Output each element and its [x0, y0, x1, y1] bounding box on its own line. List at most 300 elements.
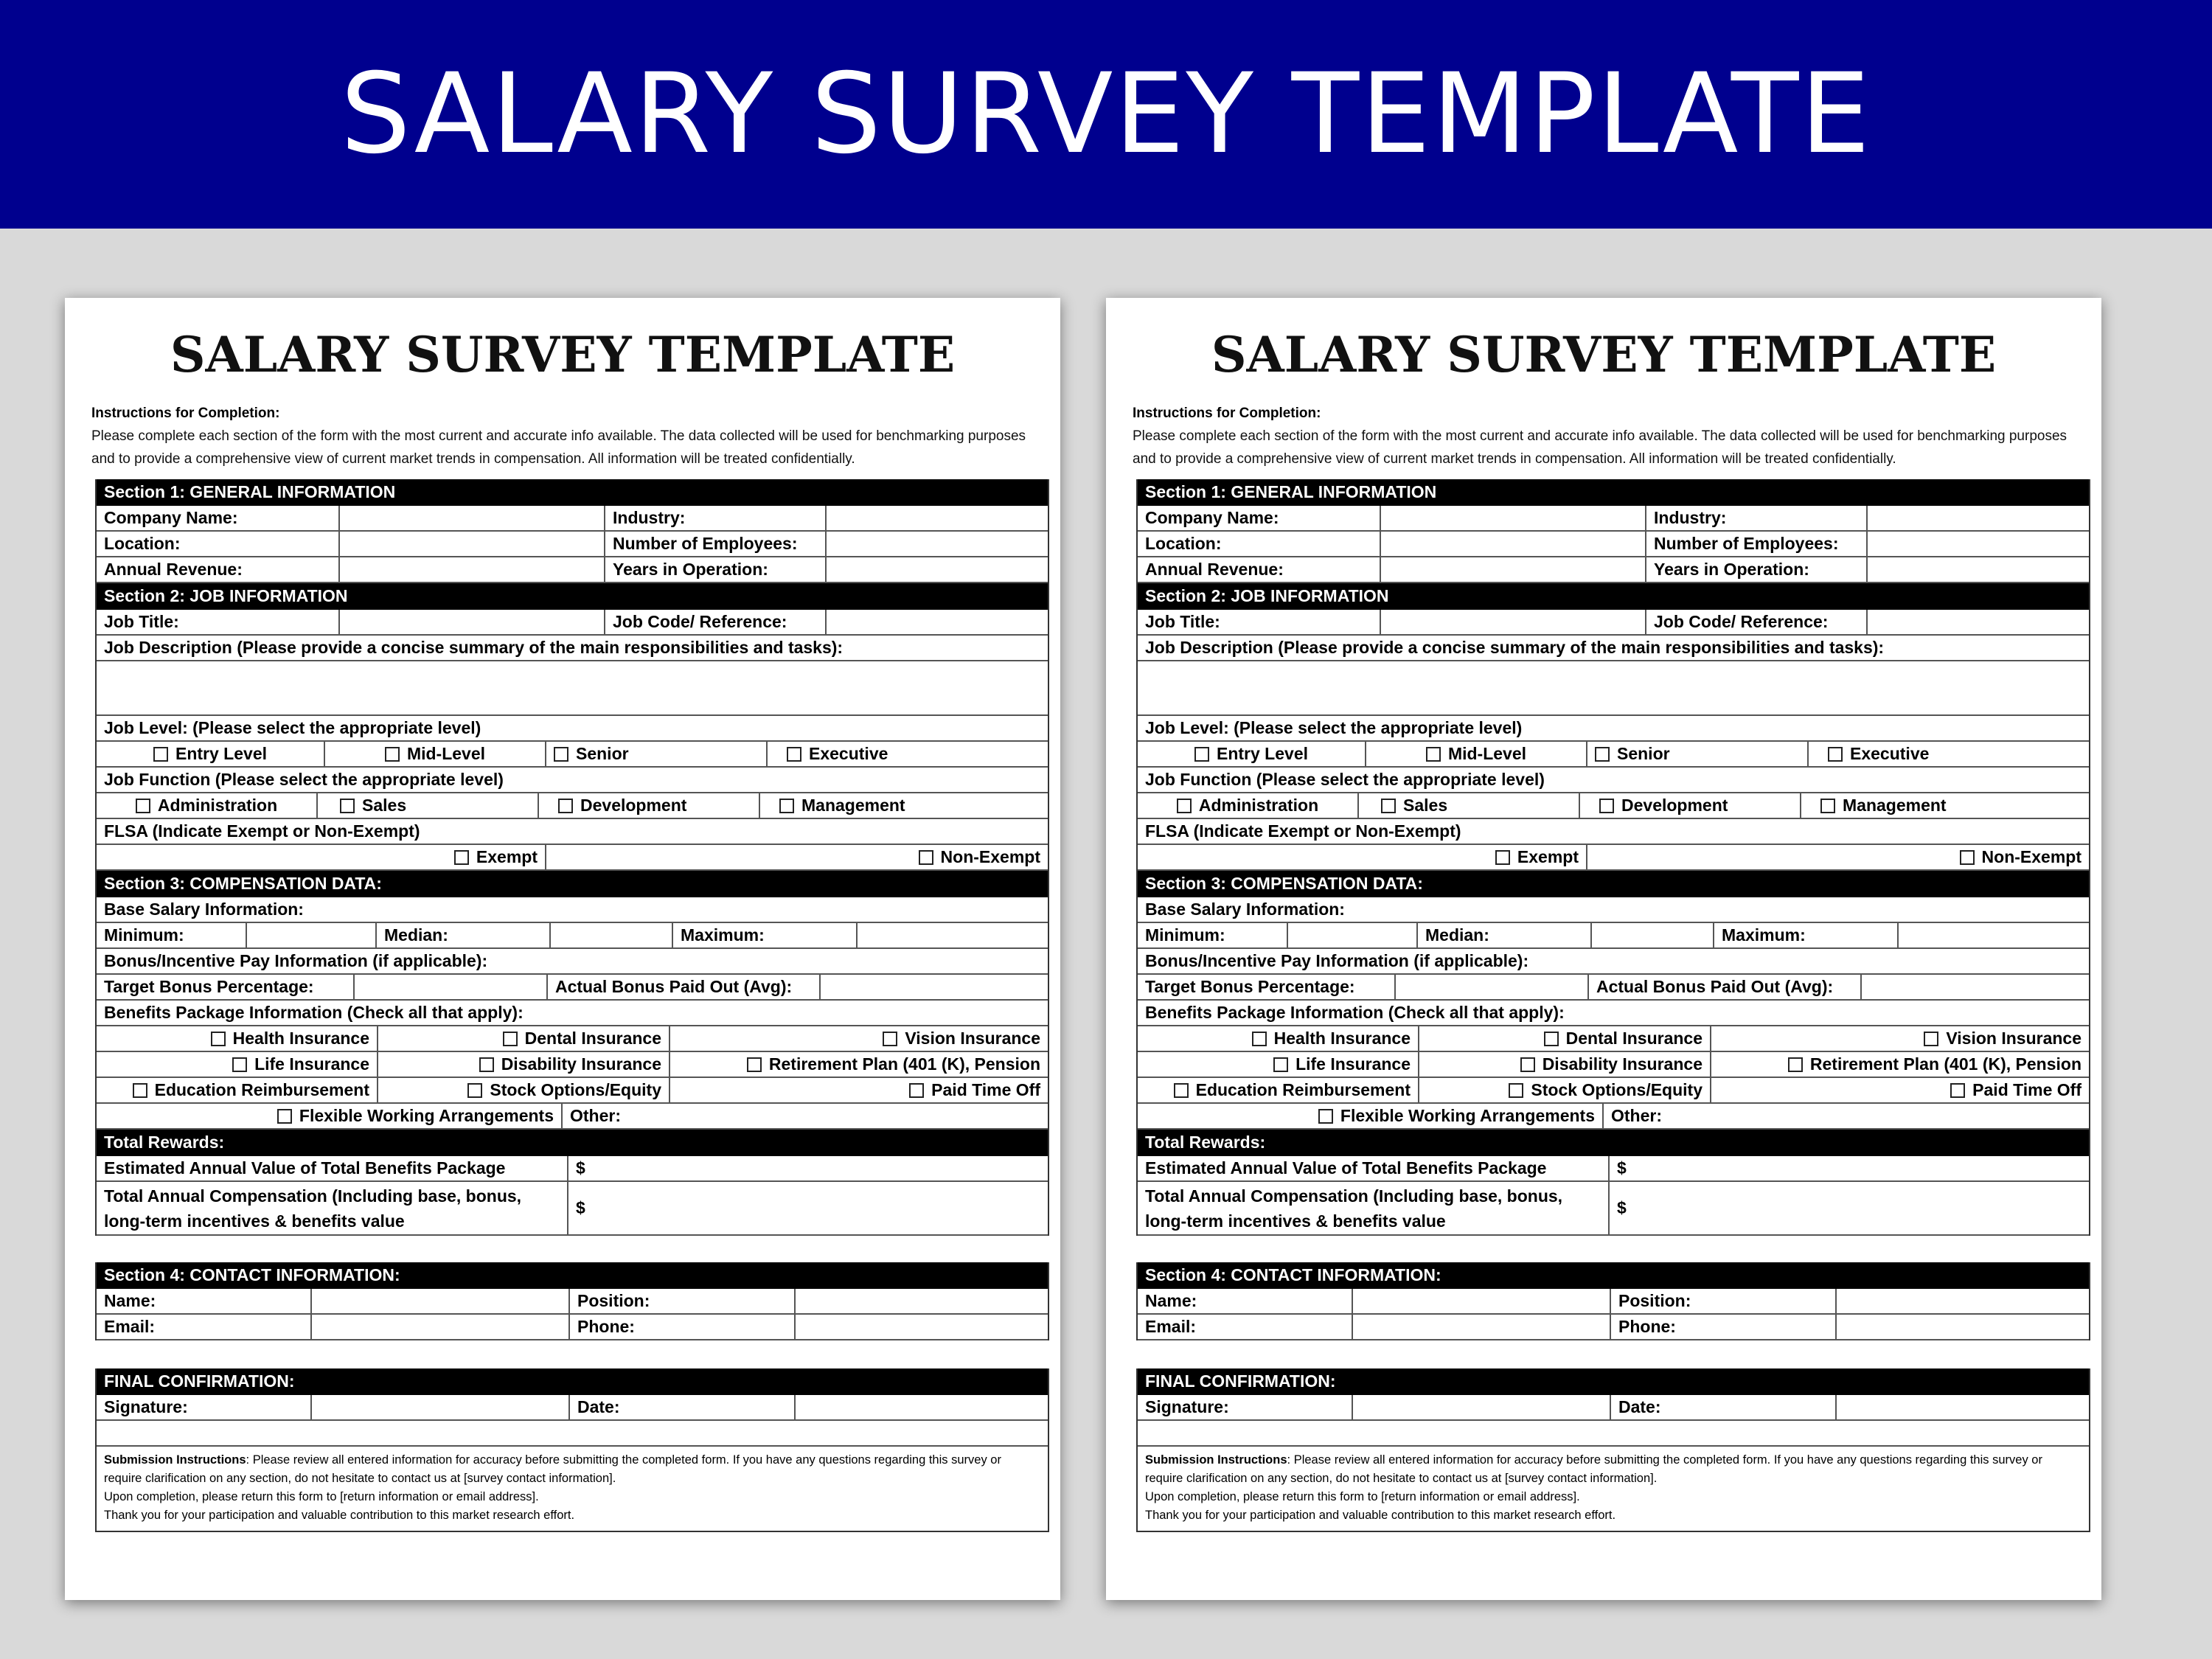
- job-function-options: [1138, 793, 2089, 819]
- submission-thanks: Thank you for your participation and valuable contribution to this market research effort.: [104, 1509, 575, 1522]
- option-education-reimbursement[interactable]: [97, 1078, 378, 1102]
- option-health-insurance[interactable]: [97, 1026, 378, 1051]
- benefits-options-row-3: [1138, 1078, 2089, 1104]
- num-employees-field[interactable]: [1868, 532, 2089, 556]
- option-label: Paid Time Off: [931, 1080, 1040, 1099]
- option-stock-options[interactable]: [378, 1078, 670, 1102]
- form-row: [1138, 819, 2089, 845]
- document-page-left: [65, 298, 1060, 1600]
- benefits-options-row-1: [1138, 1026, 2089, 1052]
- form-row: [97, 557, 1048, 583]
- option-paid-time-off[interactable]: [670, 1078, 1048, 1102]
- target-bonus-label: Target Bonus Percentage:: [97, 975, 355, 999]
- checkbox-icon[interactable]: [136, 799, 150, 813]
- median-label: Median:: [1418, 923, 1592, 947]
- job-title-field[interactable]: [1381, 610, 1646, 634]
- option-dental-insurance[interactable]: [378, 1026, 670, 1051]
- section-1-header: [1138, 479, 2089, 506]
- document-title: SALARY SURVEY TEMPLATE: [1211, 326, 1997, 383]
- job-code-label: Job Code/ Reference:: [605, 610, 827, 634]
- benefits-options-row-2: [1138, 1052, 2089, 1078]
- checkbox-icon[interactable]: [1509, 1083, 1523, 1098]
- checkbox-icon[interactable]: [1595, 747, 1610, 762]
- form-row: [97, 1395, 1048, 1421]
- job-level-label: Job Level: (Please select the appropriate level): [1145, 718, 1523, 737]
- submission-text: : Please review all entered information for accuracy before submitting the completed form. If you have any questions regarding this survey or require clarification on any section, do not hesitate to contact us at [survey contact information].: [104, 1453, 1001, 1485]
- company-name-field[interactable]: [1381, 506, 1646, 530]
- annual-revenue-field[interactable]: [1381, 557, 1646, 582]
- email-field[interactable]: [1353, 1315, 1611, 1339]
- form-row: [97, 1001, 1048, 1026]
- instructions-heading: Instructions for Completion:: [91, 406, 280, 421]
- checkbox-icon[interactable]: [1820, 799, 1835, 813]
- total-comp-field[interactable]: [568, 1182, 1048, 1234]
- other-benefits-field[interactable]: [563, 1104, 1048, 1128]
- blank-row: [1138, 1421, 2089, 1447]
- final-confirmation-header: [1138, 1368, 2089, 1395]
- name-label: Name:: [1138, 1289, 1353, 1313]
- job-code-label: Job Code/ Reference:: [1646, 610, 1868, 634]
- form-row: [1138, 1182, 2089, 1236]
- location-field[interactable]: [340, 532, 605, 556]
- submission-return: Upon completion, please return this form to [return information or email address].: [104, 1490, 539, 1503]
- form-row: [1138, 1315, 2089, 1340]
- signature-field[interactable]: [312, 1395, 570, 1419]
- checkbox-icon[interactable]: [1177, 799, 1192, 813]
- option-label: Disability Insurance: [501, 1054, 661, 1074]
- actual-bonus-field[interactable]: [821, 975, 1048, 999]
- option-vision-insurance[interactable]: [1711, 1026, 2089, 1051]
- option-label: Mid-Level: [406, 744, 486, 763]
- email-field[interactable]: [312, 1315, 570, 1339]
- form-row: [1138, 610, 2089, 636]
- form-row: [97, 819, 1048, 845]
- date-label: Date:: [570, 1395, 796, 1419]
- form-row: [1138, 1395, 2089, 1421]
- checkbox-icon[interactable]: [1273, 1057, 1288, 1072]
- benefits-options-row-3: [97, 1078, 1048, 1104]
- option-disability-insurance[interactable]: [1419, 1052, 1711, 1077]
- checkbox-icon[interactable]: [1495, 850, 1510, 865]
- final-confirmation-title: FINAL CONFIRMATION:: [1145, 1371, 1336, 1391]
- option-label: Dental Insurance: [1565, 1029, 1703, 1048]
- flsa-label: FLSA (Indicate Exempt or Non-Exempt): [104, 821, 420, 841]
- submission-instructions: [97, 1447, 1048, 1532]
- form-row: [1138, 975, 2089, 1001]
- option-disability-insurance[interactable]: [378, 1052, 670, 1077]
- section-4-header: [97, 1262, 1048, 1289]
- option-development[interactable]: [539, 793, 760, 818]
- position-field[interactable]: [796, 1289, 1048, 1313]
- option-management[interactable]: [760, 793, 1048, 818]
- option-sales[interactable]: [1359, 793, 1580, 818]
- form-row: [97, 897, 1048, 923]
- signature-label: Signature:: [97, 1395, 312, 1419]
- section-1-title: Section 1: GENERAL INFORMATION: [104, 481, 396, 501]
- phone-field[interactable]: [796, 1315, 1048, 1339]
- option-entry-level[interactable]: [97, 742, 325, 766]
- est-benefits-value-field[interactable]: [1610, 1156, 2089, 1180]
- other-label: Other:: [1611, 1106, 1662, 1125]
- checkbox-icon[interactable]: [454, 850, 469, 865]
- minimum-field[interactable]: [247, 923, 377, 947]
- job-function-options: [97, 793, 1048, 819]
- option-retirement-plan[interactable]: [670, 1052, 1048, 1077]
- job-description-label: Job Description (Please provide a concise summary of the main responsibilities and tasks):: [1145, 638, 1885, 657]
- checkbox-icon[interactable]: [1252, 1032, 1267, 1046]
- checkbox-icon[interactable]: [1788, 1057, 1803, 1072]
- industry-label: Industry:: [605, 506, 827, 530]
- checkbox-icon[interactable]: [1381, 799, 1396, 813]
- checkbox-icon[interactable]: [909, 1083, 924, 1098]
- form-row: [97, 636, 1048, 661]
- option-label: Retirement Plan (401 (K), Pension: [768, 1054, 1040, 1074]
- total-comp-label: Total Annual Compensation (Including base, bonus, long-term incentives & benefits value: [97, 1182, 568, 1234]
- option-life-insurance[interactable]: [97, 1052, 378, 1077]
- contact-form: [95, 1262, 1049, 1340]
- option-mid-level[interactable]: [1366, 742, 1587, 766]
- benefits-options-row-2: [97, 1052, 1048, 1078]
- option-label: Administration: [1198, 796, 1319, 815]
- total-rewards-title: Total Rewards:: [104, 1132, 225, 1152]
- maximum-field[interactable]: [1899, 923, 2089, 947]
- section-4-title: Section 4: CONTACT INFORMATION:: [104, 1265, 400, 1284]
- job-description-field[interactable]: [97, 661, 1048, 716]
- minimum-label: Minimum:: [97, 923, 247, 947]
- flsa-options: [1138, 845, 2089, 871]
- checkbox-icon[interactable]: [385, 747, 400, 762]
- option-stock-options[interactable]: [1419, 1078, 1711, 1102]
- job-level-label: Job Level: (Please select the appropriate level): [104, 718, 481, 737]
- form-row: [1138, 716, 2089, 742]
- checkbox-icon[interactable]: [503, 1032, 518, 1046]
- section-3-title: Section 3: COMPENSATION DATA:: [104, 873, 382, 893]
- option-development[interactable]: [1580, 793, 1801, 818]
- checkbox-icon[interactable]: [211, 1032, 226, 1046]
- option-label: Life Insurance: [254, 1054, 369, 1074]
- flsa-options: [97, 845, 1048, 871]
- option-label: Education Reimbursement: [1195, 1080, 1411, 1099]
- job-title-label: Job Title:: [97, 610, 340, 634]
- option-entry-level[interactable]: [1138, 742, 1366, 766]
- phone-label: Phone:: [570, 1315, 796, 1339]
- job-description-label: Job Description (Please provide a concise summary of the main responsibilities and tasks):: [104, 638, 844, 657]
- section-1-title: Section 1: GENERAL INFORMATION: [1145, 481, 1437, 501]
- form-row: [97, 975, 1048, 1001]
- base-salary-label: Base Salary Information:: [104, 900, 304, 919]
- name-field[interactable]: [312, 1289, 570, 1313]
- option-label: Health Insurance: [232, 1029, 369, 1048]
- years-operation-field[interactable]: [827, 557, 1048, 582]
- dollar-sign: $: [576, 1198, 585, 1217]
- option-vision-insurance[interactable]: [670, 1026, 1048, 1051]
- form-row: [1138, 506, 2089, 532]
- option-exempt[interactable]: [97, 845, 546, 869]
- option-label: Paid Time Off: [1972, 1080, 2081, 1099]
- date-field[interactable]: [796, 1395, 1048, 1419]
- job-code-field[interactable]: [827, 610, 1048, 634]
- median-field[interactable]: [1592, 923, 1714, 947]
- bonus-info-label: Bonus/Incentive Pay Information (if applicable):: [1145, 951, 1529, 970]
- total-rewards-header: [1138, 1130, 2089, 1156]
- option-label: Retirement Plan (401 (K), Pension: [1809, 1054, 2081, 1074]
- option-education-reimbursement[interactable]: [1138, 1078, 1419, 1102]
- section-3-header: [97, 871, 1048, 897]
- section-spacer: [1135, 1340, 2089, 1368]
- signature-label: Signature:: [1138, 1395, 1353, 1419]
- section-1-header: [97, 479, 1048, 506]
- option-administration[interactable]: [97, 793, 318, 818]
- flsa-label: FLSA (Indicate Exempt or Non-Exempt): [1145, 821, 1461, 841]
- maximum-field[interactable]: [858, 923, 1048, 947]
- option-label: Development: [580, 796, 687, 815]
- total-comp-field[interactable]: [1610, 1182, 2089, 1234]
- minimum-field[interactable]: [1288, 923, 1418, 947]
- option-label: Non-Exempt: [940, 847, 1040, 866]
- form-row: [1138, 1289, 2089, 1315]
- benefits-label: Benefits Package Information (Check all that apply):: [104, 1003, 524, 1022]
- section-4-title: Section 4: CONTACT INFORMATION:: [1145, 1265, 1441, 1284]
- form-row: [1138, 897, 2089, 923]
- option-label: Management: [801, 796, 905, 815]
- dollar-sign: $: [1617, 1198, 1627, 1217]
- bonus-info-label: Bonus/Incentive Pay Information (if applicable):: [104, 951, 488, 970]
- total-comp-label: Total Annual Compensation (Including base, bonus, long-term incentives & benefits value: [1138, 1182, 1610, 1234]
- target-bonus-field[interactable]: [355, 975, 548, 999]
- option-label: Senior: [1617, 744, 1670, 763]
- checkbox-icon[interactable]: [1520, 1057, 1535, 1072]
- section-2-header: [1138, 583, 2089, 610]
- checkbox-icon[interactable]: [467, 1083, 482, 1098]
- submission-return: Upon completion, please return this form to [return information or email address].: [1145, 1490, 1580, 1503]
- section-2-title: Section 2: JOB INFORMATION: [1145, 585, 1389, 605]
- option-label: Management: [1843, 796, 1947, 815]
- option-management[interactable]: [1801, 793, 2089, 818]
- form-row: [97, 1289, 1048, 1315]
- checkbox-icon[interactable]: [277, 1109, 292, 1124]
- option-executive[interactable]: [1809, 742, 2089, 766]
- company-name-label: Company Name:: [97, 506, 340, 530]
- job-title-field[interactable]: [340, 610, 605, 634]
- date-field[interactable]: [1837, 1395, 2089, 1419]
- option-label: Senior: [576, 744, 629, 763]
- company-name-field[interactable]: [340, 506, 605, 530]
- option-label: Exempt: [1517, 847, 1579, 866]
- option-label: Disability Insurance: [1542, 1054, 1703, 1074]
- form-row: [1138, 949, 2089, 975]
- checkbox-icon[interactable]: [1828, 747, 1843, 762]
- actual-bonus-label: Actual Bonus Paid Out (Avg):: [1589, 975, 1862, 999]
- form-row: [97, 1315, 1048, 1340]
- actual-bonus-field[interactable]: [1862, 975, 2089, 999]
- checkbox-icon[interactable]: [1950, 1083, 1965, 1098]
- maximum-label: Maximum:: [1714, 923, 1899, 947]
- benefits-options-row-1: [97, 1026, 1048, 1052]
- target-bonus-field[interactable]: [1396, 975, 1589, 999]
- num-employees-field[interactable]: [827, 532, 1048, 556]
- banner: [0, 0, 2212, 229]
- target-bonus-label: Target Bonus Percentage:: [1138, 975, 1396, 999]
- job-function-label: Job Function (Please select the appropriate level): [1145, 770, 1545, 789]
- option-label: Life Insurance: [1295, 1054, 1411, 1074]
- checkbox-icon[interactable]: [1960, 850, 1975, 865]
- checkbox-icon[interactable]: [1174, 1083, 1189, 1098]
- num-employees-label: Number of Employees:: [1646, 532, 1868, 556]
- form-row: [1138, 636, 2089, 661]
- final-confirmation-title: FINAL CONFIRMATION:: [104, 1371, 295, 1391]
- checkbox-icon[interactable]: [340, 799, 355, 813]
- signature-field[interactable]: [1353, 1395, 1611, 1419]
- benefits-options-row-4: [97, 1104, 1048, 1130]
- option-executive[interactable]: [768, 742, 1048, 766]
- option-paid-time-off[interactable]: [1711, 1078, 2089, 1102]
- option-life-insurance[interactable]: [1138, 1052, 1419, 1077]
- checkbox-icon[interactable]: [554, 747, 568, 762]
- option-dental-insurance[interactable]: [1419, 1026, 1711, 1051]
- option-label: Executive: [1850, 744, 1930, 763]
- form-row: [97, 1182, 1048, 1236]
- option-label: Flexible Working Arrangements: [1340, 1106, 1595, 1125]
- years-operation-label: Years in Operation:: [1646, 557, 1868, 582]
- name-field[interactable]: [1353, 1289, 1611, 1313]
- option-label: Stock Options/Equity: [490, 1080, 661, 1099]
- industry-field[interactable]: [827, 506, 1048, 530]
- phone-label: Phone:: [1611, 1315, 1837, 1339]
- dollar-sign: $: [1617, 1158, 1627, 1178]
- checkbox-icon[interactable]: [787, 747, 801, 762]
- option-mid-level[interactable]: [325, 742, 546, 766]
- position-field[interactable]: [1837, 1289, 2089, 1313]
- checkbox-icon[interactable]: [883, 1032, 897, 1046]
- minimum-label: Minimum:: [1138, 923, 1288, 947]
- position-label: Position:: [1611, 1289, 1837, 1313]
- option-label: Dental Insurance: [524, 1029, 661, 1048]
- checkbox-icon[interactable]: [1194, 747, 1209, 762]
- submission-label: Submission Instructions: [104, 1453, 246, 1467]
- maximum-label: Maximum:: [673, 923, 858, 947]
- submission-instructions: [1138, 1447, 2089, 1532]
- confirmation-form: [95, 1368, 1049, 1532]
- option-flexible-working[interactable]: [1138, 1104, 1604, 1128]
- location-label: Location:: [97, 532, 340, 556]
- section-4-header: [1138, 1262, 2089, 1289]
- form-row: [97, 768, 1048, 793]
- job-description-field[interactable]: [1138, 661, 2089, 716]
- checkbox-icon[interactable]: [1924, 1032, 1938, 1046]
- years-operation-label: Years in Operation:: [605, 557, 827, 582]
- option-senior[interactable]: [1587, 742, 1809, 766]
- option-label: Vision Insurance: [1946, 1029, 2081, 1048]
- option-sales[interactable]: [318, 793, 539, 818]
- option-label: Development: [1621, 796, 1728, 815]
- other-benefits-field[interactable]: [1604, 1104, 2089, 1128]
- form-row: [1138, 1156, 2089, 1182]
- checkbox-icon[interactable]: [133, 1083, 147, 1098]
- total-rewards-header: [97, 1130, 1048, 1156]
- section-2-title: Section 2: JOB INFORMATION: [104, 585, 348, 605]
- annual-revenue-field[interactable]: [340, 557, 605, 582]
- company-name-label: Company Name:: [1138, 506, 1381, 530]
- job-code-field[interactable]: [1868, 610, 2089, 634]
- phone-field[interactable]: [1837, 1315, 2089, 1339]
- industry-label: Industry:: [1646, 506, 1868, 530]
- email-label: Email:: [97, 1315, 312, 1339]
- checkbox-icon[interactable]: [1599, 799, 1614, 813]
- option-label: Administration: [157, 796, 278, 815]
- checkbox-icon[interactable]: [919, 850, 933, 865]
- option-senior[interactable]: [546, 742, 768, 766]
- name-label: Name:: [97, 1289, 312, 1313]
- total-rewards-title: Total Rewards:: [1145, 1132, 1266, 1152]
- checkbox-icon[interactable]: [1426, 747, 1441, 762]
- date-label: Date:: [1611, 1395, 1837, 1419]
- job-title-label: Job Title:: [1138, 610, 1381, 634]
- median-field[interactable]: [551, 923, 673, 947]
- option-flexible-working[interactable]: [97, 1104, 563, 1128]
- checkbox-icon[interactable]: [747, 1057, 762, 1072]
- section-3-header: [1138, 871, 2089, 897]
- form-row: [97, 1156, 1048, 1182]
- form-row: [97, 716, 1048, 742]
- form-row: [1138, 557, 2089, 583]
- checkbox-icon[interactable]: [558, 799, 573, 813]
- option-retirement-plan[interactable]: [1711, 1052, 2089, 1077]
- option-non-exempt[interactable]: [546, 845, 1048, 869]
- est-benefits-value-field[interactable]: [568, 1156, 1048, 1180]
- option-non-exempt[interactable]: [1587, 845, 2089, 869]
- final-confirmation-header: [97, 1368, 1048, 1395]
- survey-form: [1136, 479, 2090, 1236]
- submission-text: : Please review all entered information for accuracy before submitting the completed form. If you have any questions regarding this survey or require clarification on any section, do not hesitate to contact us at [survey contact information].: [1145, 1453, 2042, 1485]
- checkbox-icon[interactable]: [479, 1057, 494, 1072]
- job-level-options: [97, 742, 1048, 768]
- checkbox-icon[interactable]: [1318, 1109, 1333, 1124]
- median-label: Median:: [377, 923, 551, 947]
- est-benefits-value-label: Estimated Annual Value of Total Benefits Package: [97, 1156, 568, 1180]
- est-benefits-value-label: Estimated Annual Value of Total Benefits Package: [1138, 1156, 1610, 1180]
- job-function-label: Job Function (Please select the appropriate level): [104, 770, 504, 789]
- industry-field[interactable]: [1868, 506, 2089, 530]
- form-row: [1138, 532, 2089, 557]
- email-label: Email:: [1138, 1315, 1353, 1339]
- contact-form: [1136, 1262, 2090, 1340]
- form-row: [97, 610, 1048, 636]
- form-row: [1138, 768, 2089, 793]
- location-field[interactable]: [1381, 532, 1646, 556]
- checkbox-icon[interactable]: [1544, 1032, 1559, 1046]
- job-level-options: [1138, 742, 2089, 768]
- instructions-body: Please complete each section of the form with the most current and accurate info available. The data collected will be used for benchmarking purposes and to provide a comprehensive view of current market trends in compensation. All information will be treated confidentially.: [91, 428, 1026, 467]
- option-administration[interactable]: [1138, 793, 1359, 818]
- banner-title: SALARY SURVEY TEMPLATE: [340, 50, 1872, 178]
- years-operation-field[interactable]: [1868, 557, 2089, 582]
- option-health-insurance[interactable]: [1138, 1026, 1419, 1051]
- other-label: Other:: [570, 1106, 621, 1125]
- option-label: Exempt: [476, 847, 538, 866]
- checkbox-icon[interactable]: [779, 799, 794, 813]
- option-label: Health Insurance: [1273, 1029, 1411, 1048]
- option-label: Non-Exempt: [1981, 847, 2081, 866]
- checkbox-icon[interactable]: [232, 1057, 247, 1072]
- option-label: Executive: [809, 744, 888, 763]
- option-label: Sales: [362, 796, 407, 815]
- form-row: [1138, 1001, 2089, 1026]
- checkbox-icon[interactable]: [153, 747, 168, 762]
- instructions-body: Please complete each section of the form with the most current and accurate info available. The data collected will be used for benchmarking purposes and to provide a comprehensive view of current market trends in compensation. All information will be treated confidentially.: [1133, 428, 2067, 467]
- option-exempt[interactable]: [1138, 845, 1587, 869]
- option-label: Entry Level: [175, 744, 267, 763]
- form-row: [97, 532, 1048, 557]
